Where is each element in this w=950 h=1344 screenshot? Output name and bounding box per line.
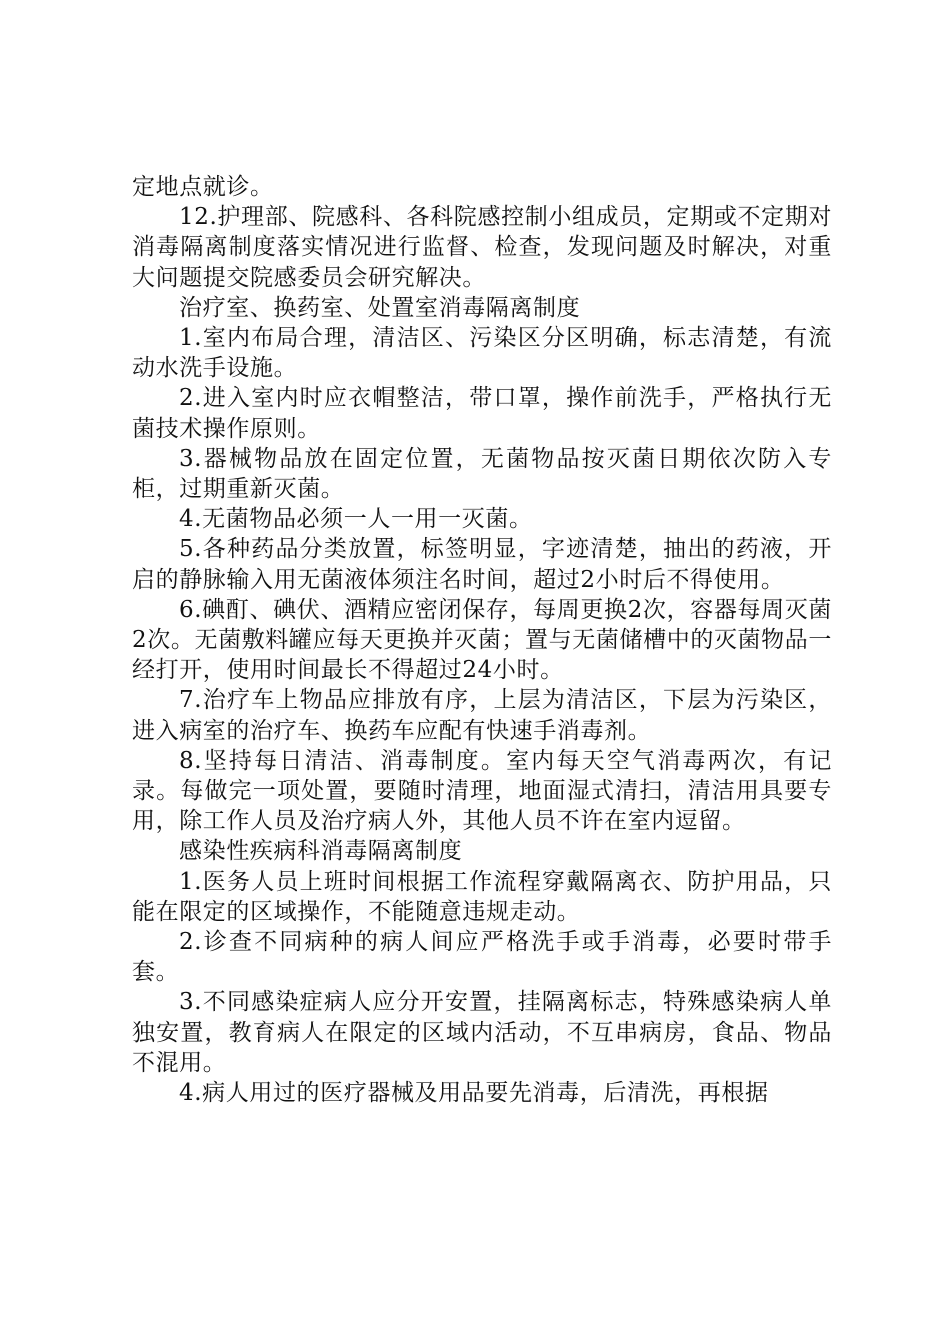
paragraph-14: 2.诊查不同病种的病人间应严格洗手或手消毒，必要时带手套。 xyxy=(132,929,832,986)
paragraph-2: 12.护理部、院感科、各科院感控制小组成员，定期或不定期对消毒隔离制度落实情况进行监督、检查，发现问题及时解决，对重大问题提交院感委员会研究解决。 xyxy=(132,204,832,291)
paragraph-5: 2.进入室内时应衣帽整洁，带口罩，操作前洗手，严格执行无菌技术操作原则。 xyxy=(132,385,832,442)
paragraph-1: 定地点就诊。 xyxy=(132,174,274,200)
paragraph-6: 3.器械物品放在固定位置，无菌物品按灭菌日期依次防入专柜，过期重新灭菌。 xyxy=(132,445,832,503)
paragraph-10: 7.治疗车上物品应排放有序，上层为清洁区，下层为污染区，进入病室的治疗车、换药车应配有快速手消毒剂。 xyxy=(132,687,832,744)
paragraph-8: 5.各种药品分类放置，标签明显，字迹清楚，抽出的药液，开启的静脉输入用无菌液体须注名时间，超过2小时后不得使用。 xyxy=(132,536,832,593)
paragraph-11: 8.坚持每日清洁、消毒制度。室内每天空气消毒两次，有记录。每做完一项处置，要随时清理，地面湿式清扫，清洁用具要专用，除工作人员及治疗病人外，其他人员不许在室内逗留。 xyxy=(132,747,832,835)
paragraph-4: 1.室内布局合理，清洁区、污染区分区明确，标志清楚，有流动水洗手设施。 xyxy=(132,325,832,382)
paragraph-13: 1.医务人员上班时间根据工作流程穿戴隔离衣、防护用品，只能在限定的区域操作，不能随意违规走动。 xyxy=(132,868,832,925)
paragraph-7: 4.无菌物品必须一人一用一灭菌。 xyxy=(179,506,533,533)
paragraph-15: 3.不同感染症病人应分开安置，挂隔离标志，特殊感染病人单独安置，教育病人在限定的区域内活动，不互串病房，食品、物品不混用。 xyxy=(132,989,832,1076)
section-heading-infectious-disease: 感染性疾病科消毒隔离制度 xyxy=(179,838,463,865)
document-page xyxy=(132,172,832,1108)
paragraph-9: 6.碘酊、碘伏、酒精应密闭保存，每周更换2次，容器每周灭菌2次。无菌敷料罐应每天更换并灭菌；置与无菌储槽中的灭菌物品一经打开，使用时间最长不得超过24小时。 xyxy=(132,596,832,684)
section-heading-treatment-room: 治疗室、换药室、处置室消毒隔离制度 xyxy=(179,294,581,321)
paragraph-16: 4.病人用过的医疗器械及用品要先消毒，后清洗，再根据 xyxy=(179,1080,769,1107)
